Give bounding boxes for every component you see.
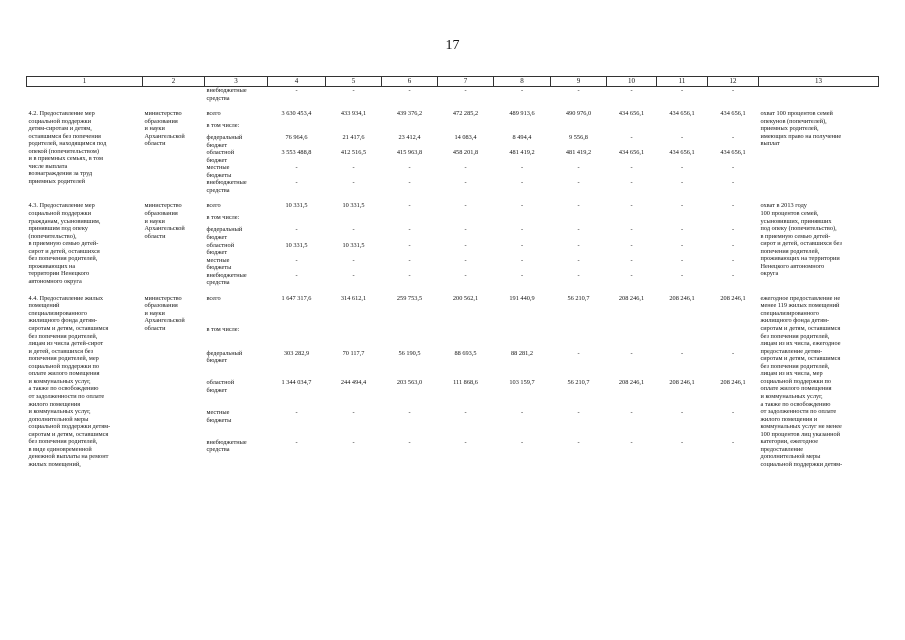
value-cell: - (680, 179, 684, 187)
value-cell: - (731, 134, 735, 142)
value-cell: 21 417,6 (342, 134, 365, 142)
table-row (27, 287, 879, 326)
value-cell: - (520, 226, 524, 234)
value-cell (708, 214, 759, 226)
value-cell: - (630, 349, 633, 357)
value-cell: 458 201,8 (452, 149, 479, 157)
value-cell: 472 285,2 (452, 110, 479, 118)
value-cell: 111 868,6 (453, 379, 478, 387)
value-cell (607, 214, 657, 226)
value-cell: - (577, 164, 580, 172)
value-cell: 434 656,1 (720, 110, 746, 118)
value-cell: 244 494,4 (340, 379, 367, 387)
value-cell: - (295, 256, 298, 264)
value-cell: 314 612,1 (340, 294, 367, 302)
value-cell: 14 083,4 (454, 134, 477, 142)
value-cell (268, 326, 326, 350)
result-cell (759, 87, 879, 103)
value-cell: - (680, 256, 684, 264)
value-cell: - (352, 87, 355, 94)
column-header: 5 (326, 77, 382, 87)
value-cell: - (295, 271, 298, 279)
value-cell: 200 562,1 (452, 294, 479, 302)
value-cell: - (630, 202, 633, 210)
value-cell: - (630, 134, 633, 142)
value-cell: - (731, 349, 735, 357)
funding-source-cell: местные бюджеты (206, 256, 232, 272)
funding-source-cell: областной бюджет (206, 241, 235, 257)
value-cell: 415 963,8 (396, 149, 423, 157)
column-header: 12 (708, 77, 759, 87)
responsible-executor: министерство образования и науки Архангельской области (144, 202, 185, 240)
value-cell: 10 331,5 (342, 241, 365, 249)
funding-source-cell: областной бюджет (206, 149, 235, 164)
value-cell: - (464, 202, 467, 210)
value-cell: - (630, 164, 633, 172)
value-cell (551, 326, 607, 350)
value-cell: - (680, 87, 684, 94)
column-header: 7 (438, 77, 494, 87)
value-cell: - (630, 271, 633, 279)
value-cell: - (577, 349, 580, 357)
value-cell: - (464, 271, 467, 279)
value-cell: - (577, 179, 580, 187)
value-cell: 8 494,4 (512, 134, 532, 142)
value-cell (326, 214, 382, 226)
value-cell (657, 214, 708, 226)
value-cell: 434 656,1 (669, 110, 695, 118)
value-cell: 303 282,9 (283, 349, 310, 357)
value-cell: - (680, 241, 684, 249)
value-cell: - (295, 438, 298, 446)
page-number: 17 (445, 38, 460, 53)
funding-source-cell: внебюджетные средства (206, 179, 247, 194)
value-cell: 208 246,1 (618, 379, 645, 387)
value-cell (551, 214, 607, 226)
value-cell: - (352, 409, 355, 417)
value-cell: 489 913,6 (509, 110, 535, 118)
measure-description: 4.3. Предоставление мер социальной поддержки гражданам, усыновившим, принявшим под опеку (попечительство), в приемную семью детей- сирот и детей, оставшихся без попечения родителей, проживающих на территории Ненецкого автономного округа (28, 202, 101, 285)
value-cell: 3 553 488,8 (281, 149, 312, 157)
value-cell: - (630, 87, 633, 94)
value-cell: - (352, 256, 355, 264)
column-header: 6 (382, 77, 438, 87)
program-table (26, 76, 879, 468)
column-number-row (27, 77, 879, 87)
value-cell (438, 122, 494, 134)
value-cell: - (731, 438, 735, 446)
column-header: 11 (657, 77, 708, 87)
funding-source-cell: внебюджетные средства (206, 438, 247, 454)
value-cell: - (408, 271, 411, 279)
column-header: 2 (143, 77, 205, 87)
value-cell: 88 281,2 (510, 349, 534, 357)
responsible-cell (143, 87, 205, 103)
funding-source-cell: внебюджетные средства (206, 271, 247, 287)
value-cell: - (680, 202, 684, 210)
value-cell: - (408, 202, 411, 210)
value-cell: - (731, 256, 735, 264)
funding-source-cell: областной бюджет (206, 379, 235, 394)
value-cell: - (352, 438, 355, 446)
column-header: 8 (494, 77, 551, 87)
value-cell (438, 326, 494, 350)
value-cell: - (577, 271, 580, 279)
value-cell: - (352, 179, 355, 187)
value-cell: 1 647 317,6 (281, 294, 312, 302)
value-cell: - (408, 438, 411, 446)
value-cell: 439 376,2 (396, 110, 423, 118)
value-cell: 481 419,2 (565, 149, 592, 157)
column-header: 9 (551, 77, 607, 87)
value-cell: - (731, 202, 735, 210)
value-cell: 10 331,5 (285, 241, 308, 249)
value-cell: 490 976,0 (565, 110, 592, 118)
value-cell: - (464, 164, 467, 172)
measure-description: 4.4. Предоставление жилых помещений специализированного жилищного фонда детям- сиротам и детям, оставшимся без попечения родителей, лицам из числа детей-сирот и детей, оставшихся без попечения родителей, мер социальной поддержки по оплате жилого помещения и коммунальных услуг, а также по освобождению от задолженности по оплате жилого помещения и коммунальных услуг, дополнительной меры социальной поддержки детям- сиротам и детям, оставшимся без попечения родителей, в виде единовременной денежной выплаты на ремонт жилых помещений, (28, 294, 111, 468)
value-cell: 56 210,7 (567, 379, 590, 387)
value-cell: - (577, 409, 580, 417)
value-cell: 434 656,1 (618, 110, 645, 118)
column-header: 1 (27, 77, 143, 87)
column-header: 13 (759, 77, 879, 87)
value-cell: 434 656,1 (669, 149, 695, 157)
value-cell: - (680, 226, 684, 234)
value-cell: - (352, 271, 355, 279)
value-cell: - (680, 438, 684, 446)
value-cell: - (520, 87, 524, 94)
table-header (27, 77, 879, 87)
value-cell: - (577, 202, 580, 210)
table-row (27, 87, 879, 103)
value-cell: 203 563,0 (396, 379, 423, 387)
value-cell: 3 630 453,4 (281, 110, 312, 118)
value-cell (382, 326, 438, 350)
funding-source-cell: федеральный бюджет (206, 349, 243, 365)
value-cell: - (408, 256, 411, 264)
description-cell (27, 87, 143, 103)
value-cell: 10 331,5 (285, 202, 308, 210)
value-cell: 56 190,5 (398, 349, 421, 357)
value-cell: 208 246,1 (720, 294, 746, 302)
value-cell: - (408, 241, 411, 249)
value-cell (382, 214, 438, 226)
value-cell: - (630, 241, 633, 249)
value-cell: 76 964,6 (285, 134, 308, 142)
value-cell: - (520, 256, 524, 264)
value-cell (382, 122, 438, 134)
value-cell: - (680, 349, 684, 357)
value-cell: - (464, 179, 467, 187)
value-cell: 103 159,7 (509, 379, 535, 387)
value-cell: - (577, 438, 580, 446)
value-cell: - (731, 226, 735, 234)
expected-result: охват в 2013 году 100 процентов семей, усыновивших, принявших под опеку (попечительство), в приемную семью детей- сирот и детей, оставшихся без попечения родителей, проживающих на территории Ненецкого автономного округа (760, 202, 842, 278)
value-cell: - (295, 409, 298, 417)
value-cell: 208 246,1 (669, 379, 695, 387)
value-cell: - (295, 226, 298, 234)
value-cell: 88 693,5 (454, 349, 477, 357)
value-cell: - (295, 164, 298, 172)
value-cell: - (680, 164, 684, 172)
value-cell: - (630, 226, 633, 234)
value-cell (494, 326, 551, 350)
funding-source-cell: федеральный бюджет (206, 134, 243, 149)
value-cell: - (680, 271, 684, 279)
value-cell: 23 412,4 (398, 134, 421, 142)
value-cell: - (731, 409, 735, 417)
funding-source-cell: всего (206, 294, 221, 302)
value-cell (438, 214, 494, 226)
value-cell (708, 326, 759, 350)
value-cell: - (630, 438, 633, 446)
responsible-executor: министерство образования и науки Архангельской области (144, 294, 185, 333)
value-cell: - (520, 179, 524, 187)
value-cell (326, 326, 382, 350)
value-cell (268, 122, 326, 134)
value-cell: - (520, 241, 524, 249)
value-cell (657, 122, 708, 134)
funding-source-cell: всего (206, 202, 221, 210)
value-cell: 208 246,1 (618, 294, 645, 302)
table-row (27, 194, 879, 214)
value-cell: - (577, 241, 580, 249)
value-cell: - (352, 164, 355, 172)
value-cell: - (520, 202, 524, 210)
table-row (27, 102, 879, 122)
column-header: 4 (268, 77, 326, 87)
value-cell: - (464, 409, 467, 417)
value-cell: 191 440,9 (509, 294, 535, 302)
value-cell: 208 246,1 (669, 294, 695, 302)
value-cell: - (408, 87, 411, 94)
table-body (27, 87, 879, 469)
value-cell: 434 656,1 (720, 149, 746, 157)
value-cell: 433 934,1 (340, 110, 367, 118)
value-cell: - (408, 409, 411, 417)
value-cell: - (630, 256, 633, 264)
column-header: 3 (205, 77, 268, 87)
measure-description: 4.2. Предоставление мер социальной поддержки детям-сиротам и детям, оставшимся без попечения родителей, находящимся под опекой (попечительством) и в приемных семьях, в том числе выплата вознаграждения за труд приемных родителей (28, 110, 107, 186)
funding-source-cell: всего (206, 110, 221, 118)
value-cell: - (520, 438, 524, 446)
value-cell: 434 656,1 (618, 149, 645, 157)
value-cell: 56 210,7 (567, 294, 590, 302)
funding-source-cell: местные бюджеты (206, 164, 232, 179)
value-cell: - (731, 271, 735, 279)
value-cell: - (464, 241, 467, 249)
value-cell: - (295, 179, 298, 187)
value-cell: - (577, 87, 580, 94)
value-cell: - (680, 134, 684, 142)
column-header: 10 (607, 77, 657, 87)
funding-source-cell: в том числе: (206, 214, 240, 222)
expected-result: охват 100 процентов семей опекунов (попечителей), приемных родителей, имеющих право на получение выплат (760, 110, 842, 148)
value-cell: - (520, 409, 524, 417)
value-cell: - (680, 409, 684, 417)
value-cell: - (630, 409, 633, 417)
value-cell: - (520, 164, 524, 172)
value-cell: 481 419,2 (509, 149, 535, 157)
expected-result: ежегодное предоставление не менее 119 жилых помещений специализированного жилищного фонда детям- сиротам и детям, оставшимся без попечения родителей, лицам из их числа, ежегодное предоставление детям- сиротам и детям, оставшимся без попечения родителей, лицам из их числа, мер социальной поддержки по оплате жилого помещения и коммунальных услуг, а также по освобождению от задолженности по оплате жилого помещения и коммунальных услуг не менее 100 процентов лиц указанной категории, ежегодное предоставление дополнительной меры социальной поддержки детям- (760, 294, 843, 468)
value-cell: - (731, 87, 735, 94)
responsible-executor: министерство образования и науки Архангельской области (144, 110, 185, 148)
value-cell: 9 556,8 (569, 134, 588, 142)
value-cell: - (731, 241, 735, 249)
value-cell: - (464, 438, 467, 446)
value-cell: - (408, 226, 411, 234)
value-cell (494, 214, 551, 226)
value-cell: - (464, 256, 467, 264)
value-cell: - (295, 87, 298, 94)
value-cell: - (408, 164, 411, 172)
value-cell: - (464, 87, 467, 94)
value-cell: - (630, 179, 633, 187)
value-cell (326, 122, 382, 134)
value-cell (708, 122, 759, 134)
value-cell (494, 122, 551, 134)
funding-source-cell: местные бюджеты (206, 409, 232, 424)
value-cell: - (520, 271, 524, 279)
value-cell: - (577, 256, 580, 264)
value-cell: 10 331,5 (342, 202, 365, 210)
value-cell (607, 326, 657, 350)
value-cell: 1 344 034,7 (281, 379, 312, 387)
funding-source-cell: федеральный бюджет (206, 226, 243, 242)
funding-source-cell: в том числе: (206, 122, 240, 130)
funding-source-cell: в том числе: (206, 326, 240, 334)
value-cell (657, 326, 708, 350)
value-cell: - (352, 226, 355, 234)
value-cell: - (577, 226, 580, 234)
value-cell: - (464, 226, 467, 234)
value-cell: - (731, 164, 735, 172)
value-cell: 259 753,5 (396, 294, 423, 302)
value-cell (607, 122, 657, 134)
value-cell: - (408, 179, 411, 187)
value-cell (268, 214, 326, 226)
funding-source-cell: внебюджетные средства (206, 87, 247, 102)
value-cell: - (731, 179, 735, 187)
value-cell: 412 516,5 (340, 149, 367, 157)
value-cell: 70 117,7 (342, 349, 365, 357)
value-cell: 208 246,1 (720, 379, 746, 387)
value-cell (551, 122, 607, 134)
